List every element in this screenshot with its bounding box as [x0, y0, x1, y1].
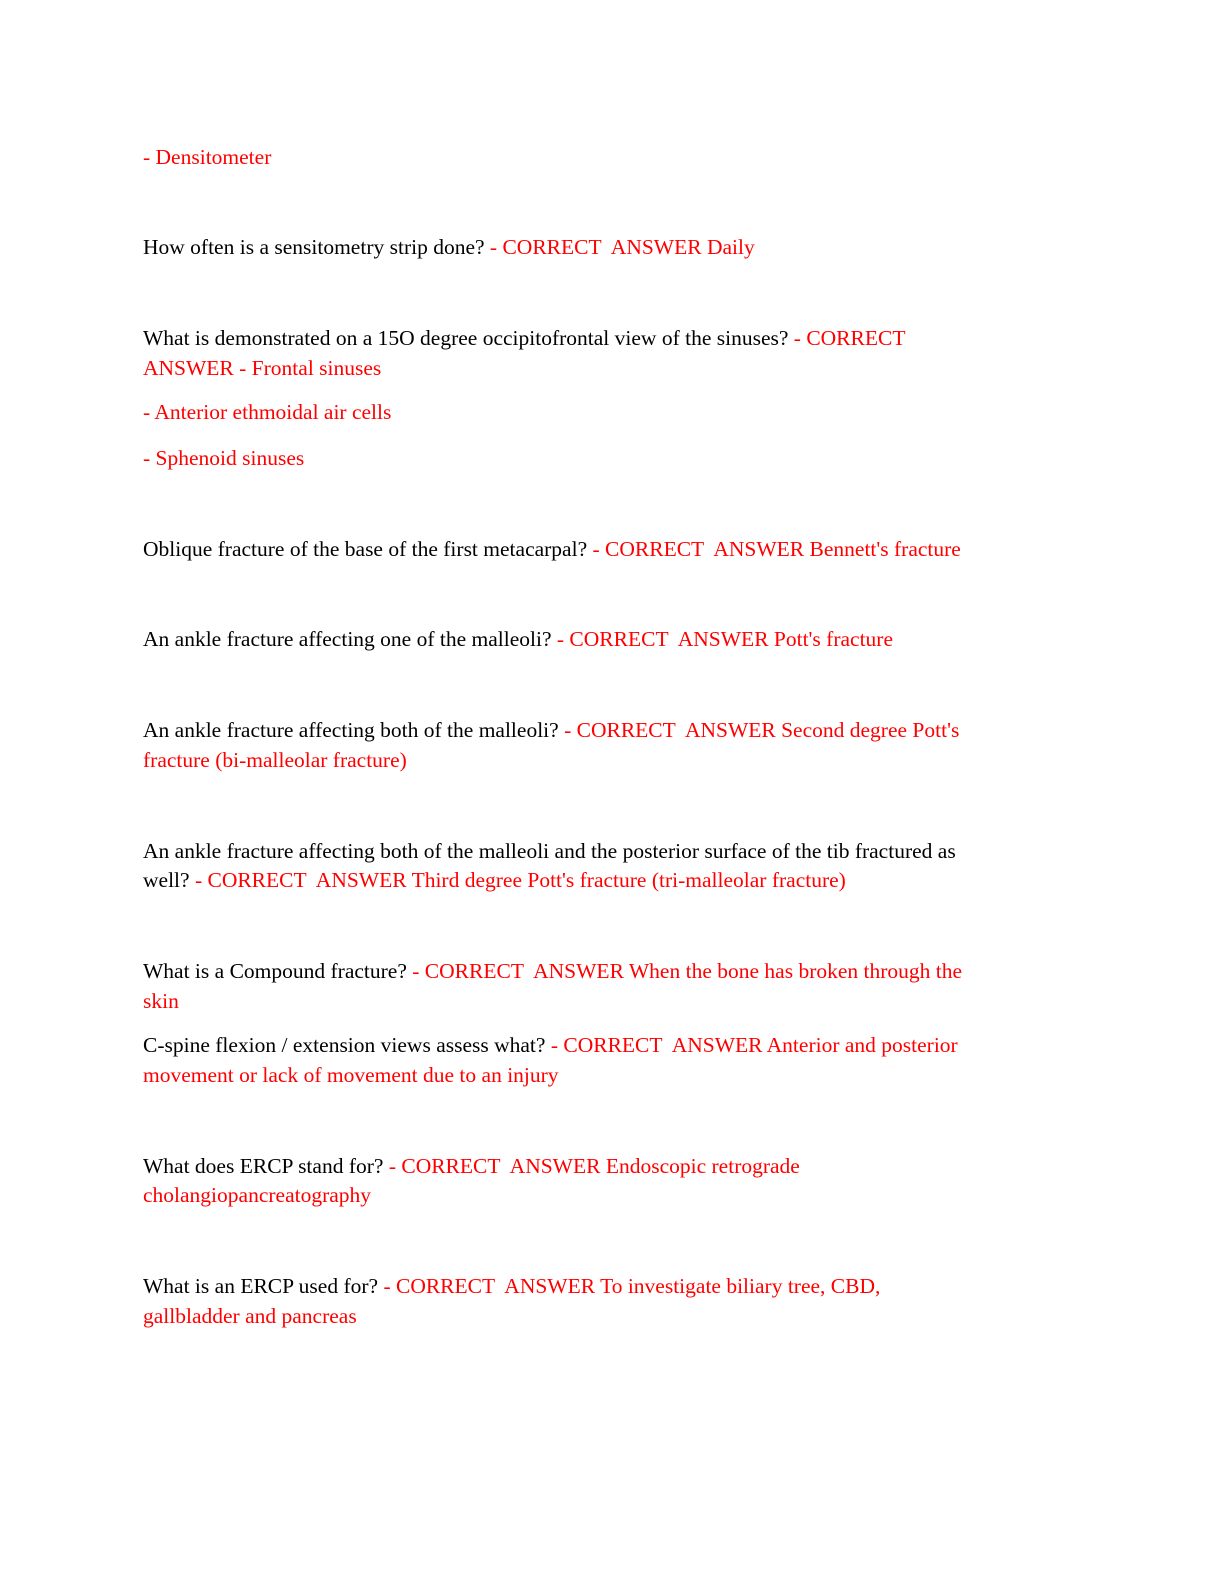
answer-text: - CORRECT ANSWER Anterior and posterior — [550, 1033, 958, 1057]
answer-text: skin — [143, 989, 179, 1013]
answer-text: fracture (bi-malleolar fracture) — [143, 748, 407, 772]
question-text: What does ERCP stand for? — [143, 1154, 389, 1178]
answer-text: ANSWER - Frontal sinuses — [143, 356, 382, 380]
qa-potts-fracture — [143, 624, 1063, 654]
question-text: An ankle fracture affecting both of the malleoli and the posterior surface of the tib fractured as — [143, 839, 956, 863]
qa-bennetts-fracture — [143, 534, 1063, 564]
qa-tri-malleolar-answer — [143, 865, 1063, 895]
answer-line-densitometer — [143, 142, 1063, 172]
answer-text: - CORRECT ANSWER Endoscopic retrograde — [388, 1154, 800, 1178]
answer-line-skin — [143, 986, 1063, 1016]
answer-text: - CORRECT ANSWER Second degree Pott's — [564, 718, 960, 742]
qa-ercp-stand-for — [143, 1151, 1063, 1181]
answer-text: - CORRECT ANSWER Daily — [489, 235, 755, 259]
qa-sensitometry-strip — [143, 232, 1063, 262]
question-text: What is demonstrated on a 15O degree occipitofrontal view of the sinuses? — [143, 326, 794, 350]
qa-tri-malleolar-question — [143, 836, 1063, 866]
answer-text: gallbladder and pancreas — [143, 1304, 357, 1328]
answer-text: - Sphenoid sinuses — [143, 446, 305, 470]
answer-text: - CORRECT ANSWER Bennett's fracture — [592, 537, 961, 561]
question-text: How often is a sensitometry strip done? — [143, 235, 490, 259]
answer-text: - CORRECT ANSWER Pott's fracture — [556, 627, 894, 651]
question-text: C-spine flexion / extension views assess what? — [143, 1033, 551, 1057]
question-text: An ankle fracture affecting both of the malleoli? — [143, 718, 565, 742]
answer-line-frontal-sinuses — [143, 353, 1063, 383]
answer-text: cholangiopancreatography — [143, 1183, 372, 1207]
answer-line-bi-malleolar-cont — [143, 745, 1063, 775]
answer-text: - CORRECT ANSWER To investigate biliary tree, CBD, — [383, 1274, 881, 1298]
qa-occipitofrontal-view — [143, 323, 1063, 353]
qa-bi-malleolar — [143, 715, 1063, 745]
question-text: Oblique fracture of the base of the first metacarpal? — [143, 537, 593, 561]
answer-line-cholangiopancreatography — [143, 1180, 1063, 1210]
answer-line-movement — [143, 1060, 1063, 1090]
answer-text: - CORRECT ANSWER When the bone has broken through the — [412, 959, 963, 983]
question-text: well? — [143, 868, 195, 892]
qa-c-spine-flexion — [143, 1030, 1063, 1060]
answer-text: movement or lack of movement due to an injury — [143, 1063, 559, 1087]
answer-line-anterior-ethmoidal — [143, 397, 1063, 427]
answer-line-gallbladder — [143, 1301, 1063, 1331]
qa-compound-fracture — [143, 956, 1063, 986]
answer-text: - CORRECT — [793, 326, 906, 350]
answer-text: - CORRECT ANSWER Third degree Pott's fracture (tri-malleolar fracture) — [194, 868, 846, 892]
question-text: What is an ERCP used for? — [143, 1274, 384, 1298]
question-text: What is a Compound fracture? — [143, 959, 413, 983]
answer-text: - Densitometer — [143, 145, 272, 169]
question-text: An ankle fracture affecting one of the malleoli? — [143, 627, 557, 651]
qa-ercp-used-for — [143, 1271, 1063, 1301]
answer-line-sphenoid-sinuses — [143, 443, 1063, 473]
answer-text: - Anterior ethmoidal air cells — [143, 400, 392, 424]
